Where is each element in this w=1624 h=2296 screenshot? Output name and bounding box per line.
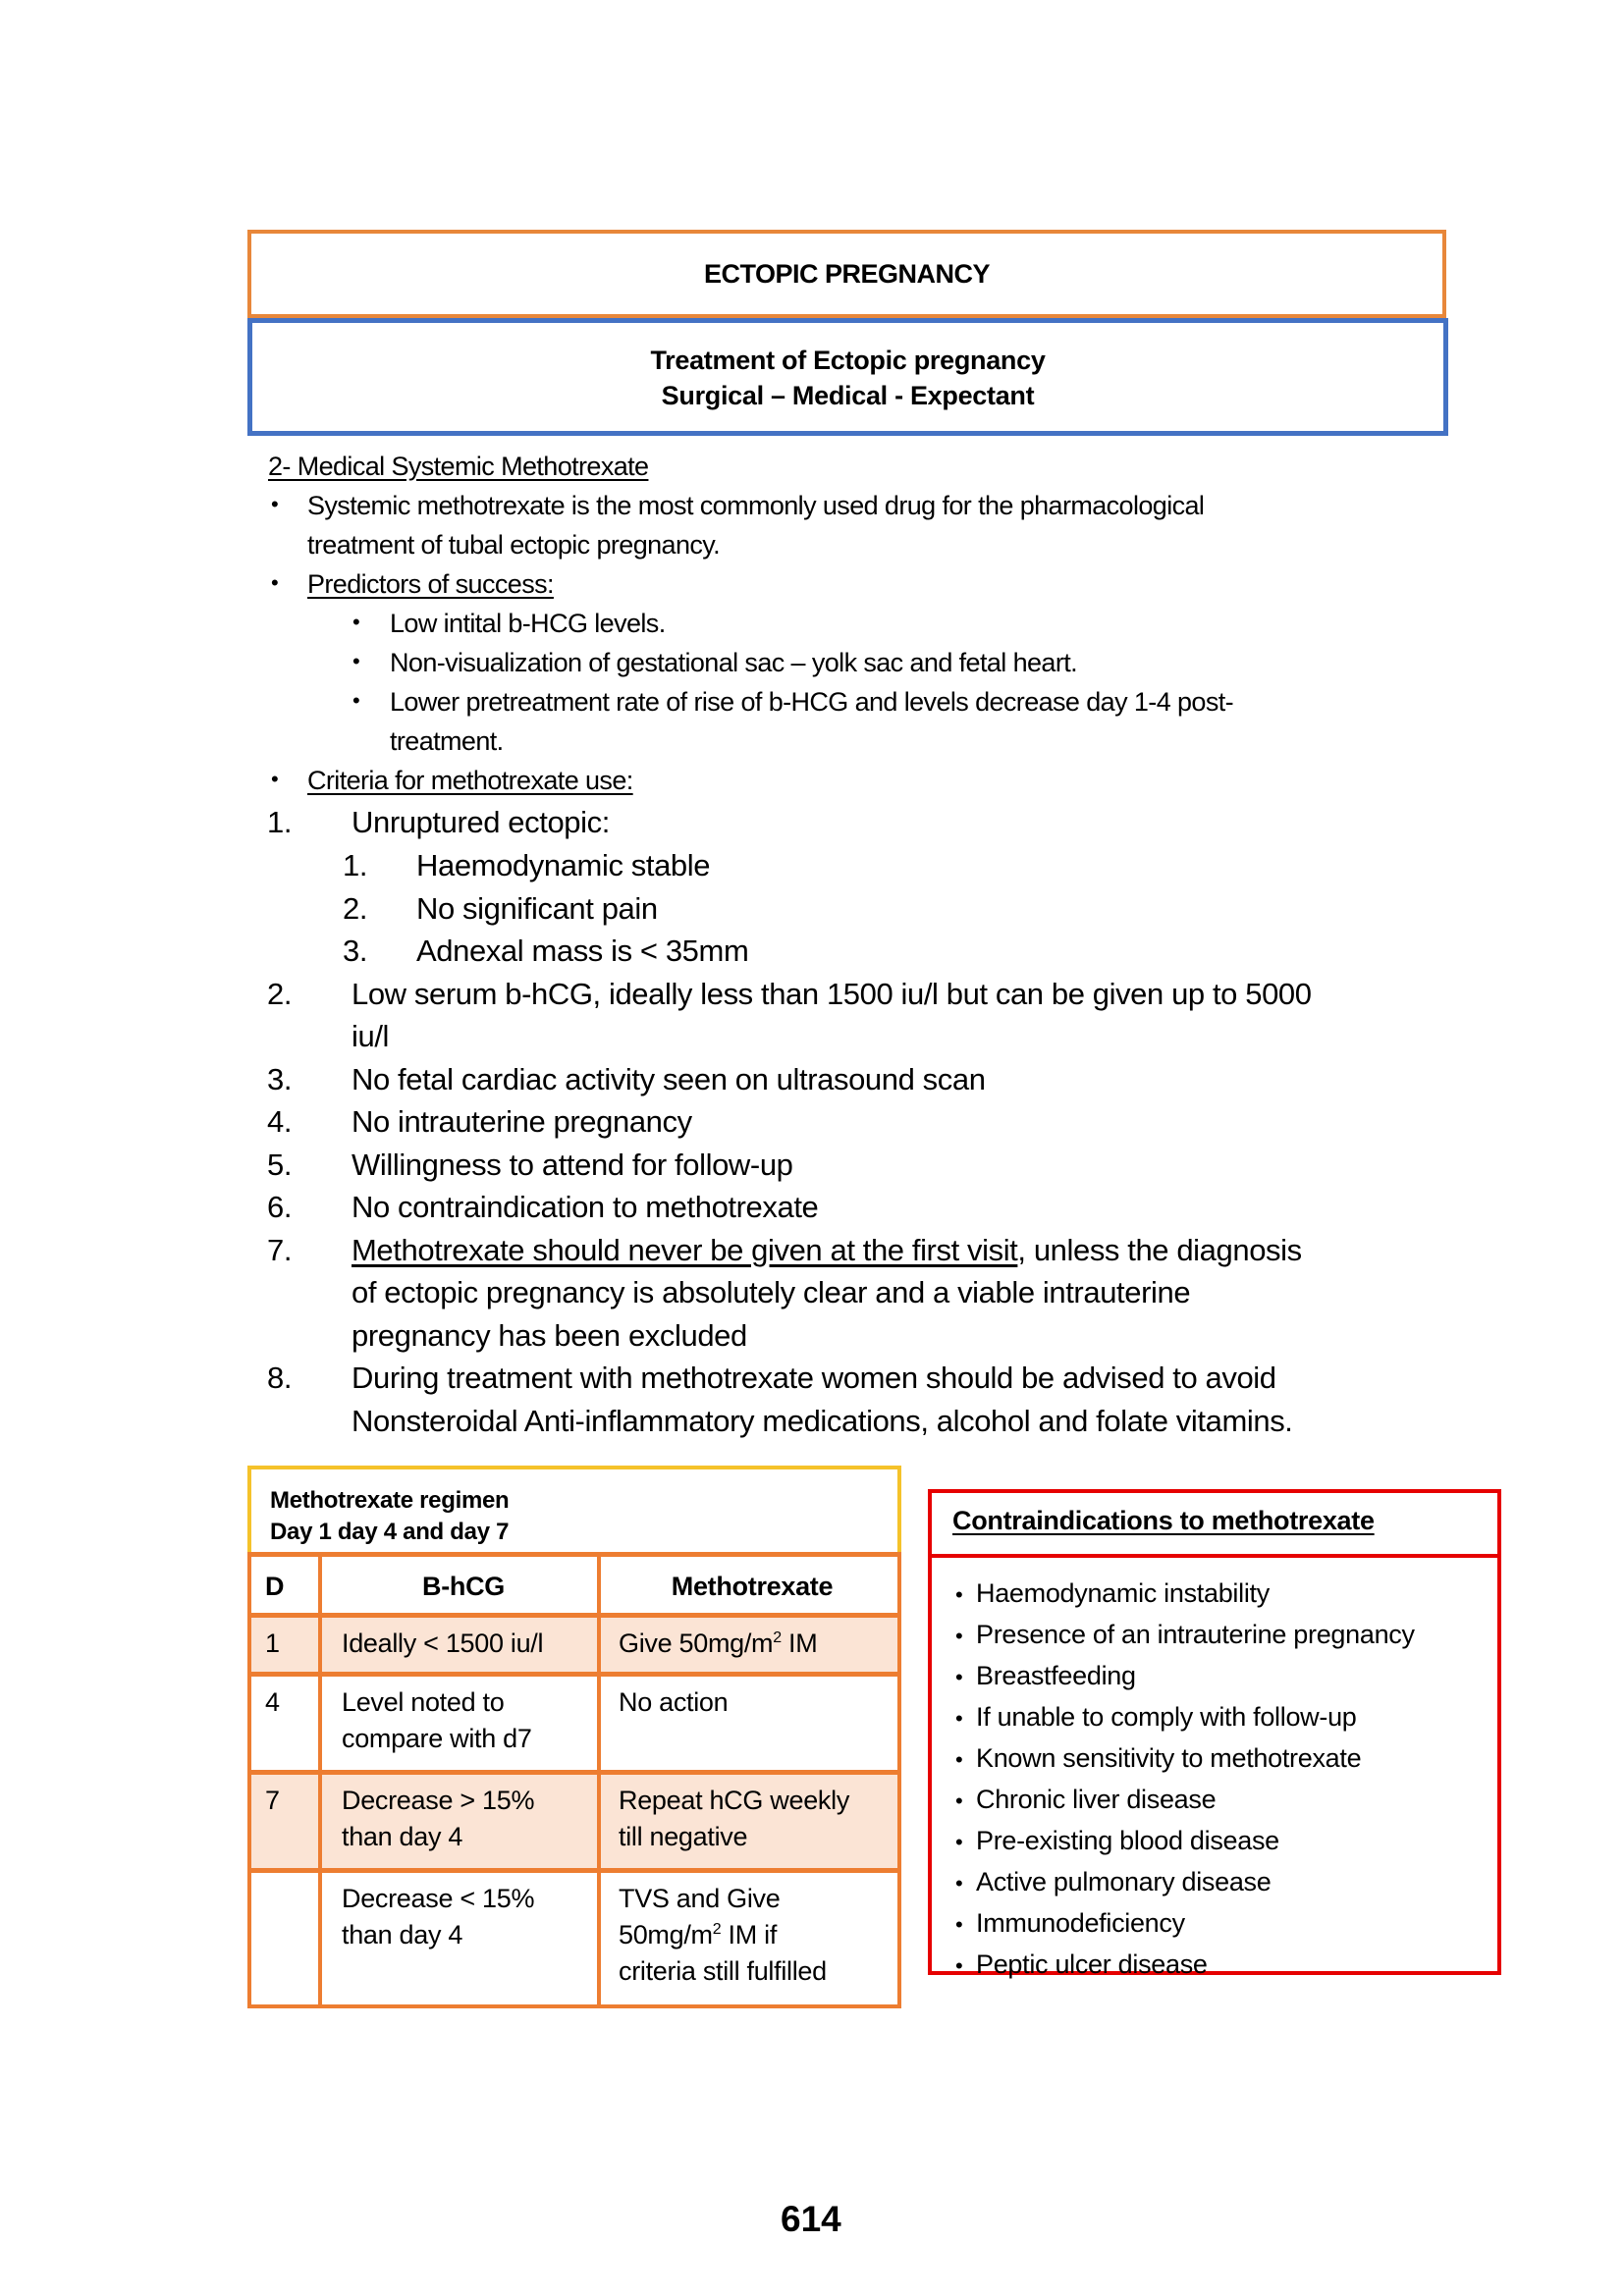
predictor-item: Non-visualization of gestational sac – yolk sac and fetal heart.: [390, 648, 1078, 677]
regimen-title-line-2: Day 1 day 4 and day 7: [270, 1519, 510, 1545]
criteria-text-cont: Nonsteroidal Anti-inflammatory medications, alcohol and folate vitamins.: [352, 1404, 1293, 1438]
criteria-text: Willingness to attend for follow-up: [352, 1148, 793, 1182]
regimen-title-line-1: Methotrexate regimen: [270, 1487, 510, 1514]
column-header: B-hCG: [322, 1557, 601, 1613]
day-cell: [251, 1873, 322, 2004]
bullet-icon: •: [271, 570, 279, 595]
criteria-text: Low serum b-hCG, ideally less than 1500 iu/l but can be given up to 5000: [352, 977, 1312, 1011]
table-row: [247, 1770, 901, 1868]
subtitle: [252, 343, 1443, 413]
list-item: • Breastfeeding: [955, 1656, 1415, 1697]
criteria-sub-num: 3.: [343, 934, 368, 968]
criteria-num: 4.: [267, 1104, 293, 1139]
table-header-row: [247, 1552, 901, 1613]
predictor-item-cont: treatment.: [390, 726, 504, 756]
list-item: • If unable to comply with follow-up: [955, 1697, 1415, 1738]
criteria-sub-num: 2.: [343, 891, 368, 926]
criteria-text: No contraindication to methotrexate: [352, 1190, 819, 1224]
bullet-icon: •: [352, 610, 360, 634]
predictors-label: Predictors of success:: [307, 569, 554, 599]
methotrexate-cell: TVS and Give $50mg/m^2$ IM if criteria still fulfilled: [619, 1884, 827, 1986]
methotrexate-cell: Give $50mg/m^2$ IM: [619, 1629, 818, 1658]
page-number: 614: [781, 2199, 841, 2239]
bullet-icon: •: [955, 1665, 963, 1689]
criteria-text: During treatment with methotrexate women should be advised to avoid: [352, 1361, 1276, 1395]
criteria-sub-text: Haemodynamic stable: [416, 848, 711, 882]
predictor-item: Lower pretreatment rate of rise of b-HCG and levels decrease day 1-4 post-: [390, 687, 1234, 717]
bullet-icon: •: [955, 1953, 963, 1978]
list-item: • Haemodynamic instability: [955, 1574, 1415, 1615]
bullet-icon: •: [352, 688, 360, 713]
regimen-title: [247, 1466, 901, 1556]
list-item: • Peptic ulcer disease: [955, 1945, 1415, 1986]
criteria-label: Criteria for methotrexate use:: [307, 766, 633, 795]
title-box: [247, 230, 1446, 318]
day-cell: 4: [251, 1677, 322, 1770]
criteria-num: 6.: [267, 1190, 293, 1224]
methotrexate-cell: No action: [619, 1687, 729, 1717]
regimen-grid: [247, 1552, 901, 2008]
bullet-icon: •: [955, 1706, 963, 1731]
day-cell: 1: [251, 1618, 322, 1672]
bhcg-cell: Level noted to compare with d7: [322, 1677, 601, 1770]
regimen-table: [247, 1466, 901, 2007]
criteria-text: No fetal cardiac activity seen on ultrasound scan: [352, 1062, 986, 1096]
column-header: Methotrexate: [671, 1572, 834, 1601]
list-item: • Known sensitivity to methotrexate: [955, 1738, 1415, 1780]
subtitle-box: [247, 318, 1448, 436]
criteria-text: Methotrexate should never be given at the first visit, unless the diagnosis: [352, 1233, 1302, 1267]
bullet-icon: •: [955, 1912, 963, 1937]
criteria-sub-text: No significant pain: [416, 891, 658, 926]
bullet-icon: •: [955, 1871, 963, 1896]
criteria-text-cont: iu/l: [352, 1019, 390, 1053]
bullet-icon: •: [352, 649, 360, 673]
list-item: • Chronic liver disease: [955, 1780, 1415, 1821]
criteria-num: 1.: [267, 805, 293, 839]
list-item: • Active pulmonary disease: [955, 1862, 1415, 1903]
criteria-text-cont: of ectopic pregnancy is absolutely clear and a viable intrauterine: [352, 1275, 1191, 1309]
contraindications-box: [928, 1489, 1501, 1979]
predictor-item: Low intital b-HCG levels.: [390, 609, 666, 638]
list-item: • Presence of an intrauterine pregnancy: [955, 1615, 1415, 1656]
warning-underlined: Methotrexate should never be given at the first visit: [352, 1233, 1018, 1267]
table-row: [247, 1613, 901, 1672]
table-row: [247, 1868, 901, 2008]
bhcg-cell: Decrease < 15% than day 4: [322, 1873, 601, 2004]
contraindications-header: [932, 1493, 1497, 1558]
bullet-icon: •: [955, 1624, 963, 1648]
list-item: • Immunodeficiency: [955, 1903, 1415, 1945]
methotrexate-cell: Repeat hCG weekly till negative: [619, 1786, 850, 1851]
table-row: [247, 1672, 901, 1770]
bullet-icon: •: [955, 1582, 963, 1607]
criteria-num: 7.: [267, 1233, 293, 1267]
bhcg-cell: Decrease > 15% than day 4: [322, 1775, 601, 1868]
page-title: ECTOPIC PREGNANCY: [703, 259, 991, 289]
bhcg-cell: Ideally < 1500 iu/l: [322, 1618, 601, 1672]
list-item: • Pre-existing blood disease: [955, 1821, 1415, 1862]
bullet-icon: •: [271, 492, 279, 516]
subtitle-line-2: Surgical – Medical - Expectant: [661, 381, 1035, 410]
criteria-num: 8.: [267, 1361, 293, 1395]
bullet-icon: •: [271, 767, 279, 791]
column-header: D: [251, 1557, 322, 1613]
bullet-icon: •: [955, 1747, 963, 1772]
bullet-icon: •: [955, 1789, 963, 1813]
bullet-text: Systemic methotrexate is the most commonly used drug for the pharmacological: [307, 491, 1205, 520]
criteria-num: 5.: [267, 1148, 293, 1182]
criteria-text-cont: pregnancy has been excluded: [352, 1318, 747, 1353]
contraindications-title: Contraindications to methotrexate: [952, 1506, 1375, 1535]
criteria-num: 2.: [267, 977, 293, 1011]
contraindications-list: [955, 1574, 1415, 1986]
criteria-text: Unruptured ectopic:: [352, 805, 610, 839]
criteria-num: 3.: [267, 1062, 293, 1096]
criteria-sub-num: 1.: [343, 848, 368, 882]
criteria-sub-text: Adnexal mass is < 35mm: [416, 934, 749, 968]
criteria-text: No intrauterine pregnancy: [352, 1104, 692, 1139]
bullet-icon: •: [955, 1830, 963, 1854]
section-heading: 2- Medical Systemic Methotrexate: [268, 452, 649, 481]
day-cell: 7: [251, 1775, 322, 1868]
subtitle-line-1: Treatment of Ectopic pregnancy: [650, 346, 1046, 375]
bullet-text-cont: treatment of tubal ectopic pregnancy.: [307, 530, 721, 560]
